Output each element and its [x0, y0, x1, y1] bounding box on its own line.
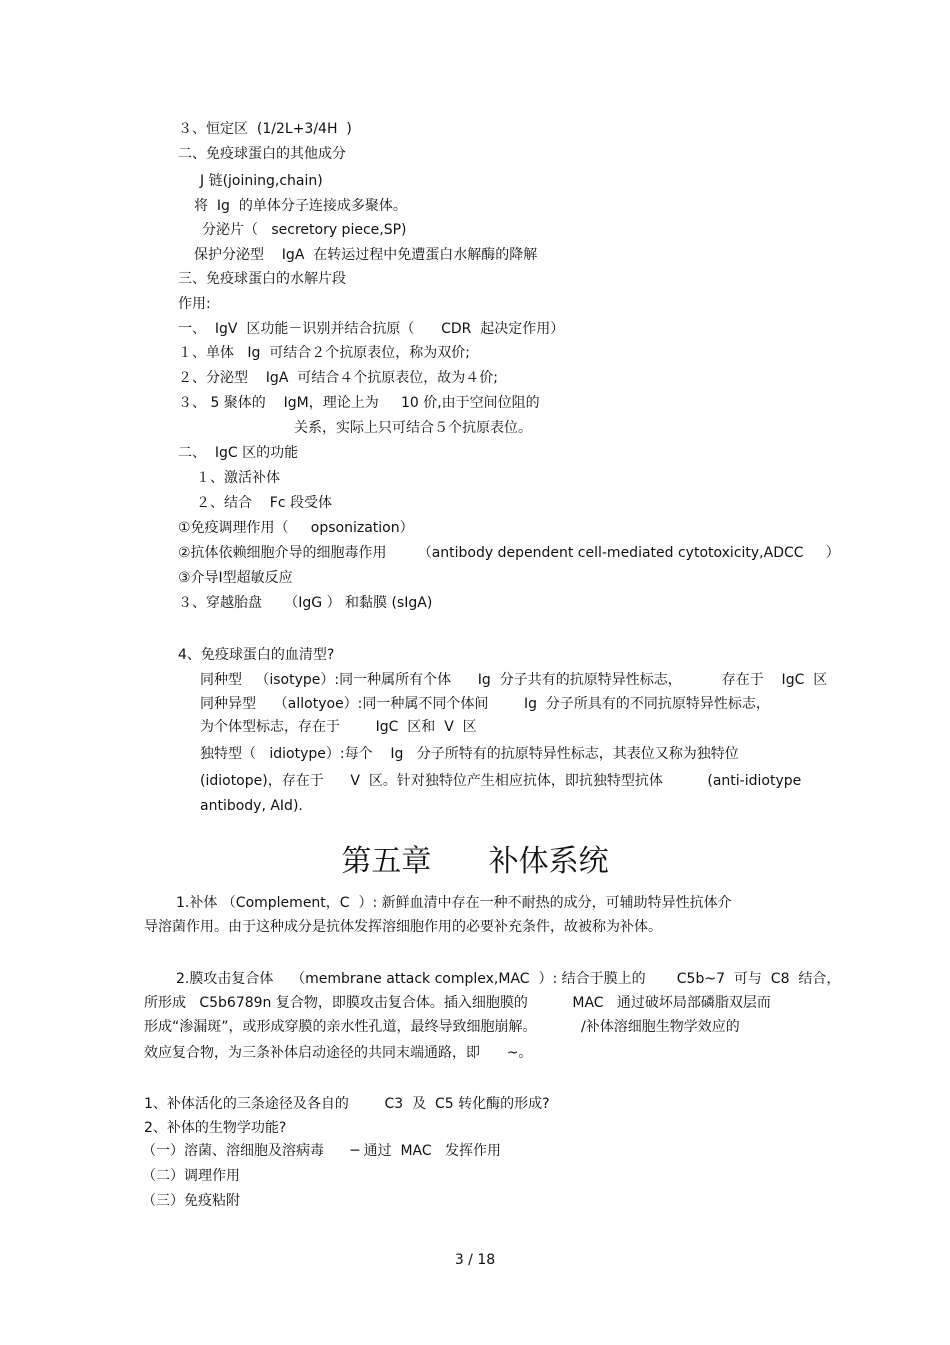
text-line: J 链(joining,chain)	[200, 173, 323, 189]
list-item: （一）溶菌、溶细胞及溶病毒 ─ 通过 MAC 发挥作用	[142, 1143, 502, 1159]
text-line: (idiotope)，存在于 V 区。针对独特位产生相应抗体，即抗独特型抗体 (anti-idiotype	[200, 773, 802, 789]
text-line: 将 Ig 的单体分子连接成多聚体。	[194, 198, 407, 214]
text-line: 形成“渗漏斑”，或形成穿膜的亲水性孔道，最终导致细胞崩解。 /补体溶细胞生物学效应的	[144, 1019, 740, 1035]
text-line: 保护分泌型 IgA 在转运过程中免遭蛋白水解酶的降解	[194, 247, 538, 263]
text-line: 效应复合物，为三条补体启动途径的共同末端通路，即 ~。	[144, 1045, 533, 1061]
section-heading: 二、免疫球蛋白的其他成分	[178, 146, 346, 162]
text-line: 分泌片（ secretory piece,SP)	[202, 222, 407, 238]
text-line: ②抗体依赖细胞介导的细胞毒作用 （antibody dependent cell-mediated cytotoxicity,ADCC ）	[178, 545, 840, 561]
text-line: 关系，实际上只可结合５个抗原表位。	[294, 420, 532, 436]
page-number: 3 / 18	[454, 1252, 496, 1268]
text-line: 同种型 （isotype）:同一种属所有个体 Ig 分子共有的抗原特异性标志， 存在于 IgC 区	[200, 672, 828, 688]
text-line: 1.补体 （Complement，C ）: 新鲜血清中存在一种不耐热的成分，可辅助特异性抗体介	[176, 895, 732, 911]
text-line: １、激活补体	[196, 470, 280, 486]
text-line: 2.膜攻击复合体 （membrane attack complex,MAC ）: 结合于膜上的 C5b~7 可与 C8 结合，	[176, 971, 841, 987]
text-line: ③介导Ⅰ型超敏反应	[178, 570, 293, 586]
text-line: １、单体 Ig 可结合２个抗原表位，称为双价;	[178, 345, 470, 361]
chapter-title: 第五章 补体系统	[341, 844, 609, 879]
text-line: ２、结合 Fc 段受体	[196, 495, 333, 511]
question-line: 1、补体活化的三条途径及各自的 C3 及 C5 转化酶的形成?	[144, 1096, 550, 1112]
text-line: antibody, AId).	[200, 798, 303, 814]
text-line: ３、 5 聚体的 IgM，理论上为 10 价,由于空间位阻的	[178, 395, 540, 411]
text-line: 一、 IgV 区功能－识别并结合抗原（ CDR 起决定作用）	[178, 321, 565, 337]
list-item: （二）调理作用	[142, 1168, 240, 1184]
text-line: 所形成 C5b6789n 复合物，即膜攻击复合体。插入细胞膜的 MAC 通过破坏局部磷脂双层而	[144, 995, 771, 1011]
question-line: 2、补体的生物学功能?	[144, 1120, 287, 1136]
text-line: ①免疫调理作用（ opsonization）	[178, 520, 414, 536]
text-line: 同种异型 （allotyoe）:同一种属不同个体间 Ig 分子所具有的不同抗原特异性标志，	[200, 696, 770, 712]
section-heading: 三、免疫球蛋白的水解片段	[178, 271, 346, 287]
list-item: （三）免疫粘附	[142, 1193, 240, 1209]
text-line: ３、恒定区 (1/2L+3/4H )	[178, 121, 352, 137]
section-heading: 二、 IgC 区的功能	[178, 445, 299, 461]
text-line: 作用:	[178, 296, 211, 312]
text-line: ３、穿越胎盘 （IgG ） 和黏膜 (sIgA)	[178, 595, 433, 611]
section-heading: 4、免疫球蛋白的血清型?	[178, 647, 335, 663]
text-line: 为个体型标志，存在于 IgC 区和 V 区	[200, 719, 477, 735]
text-line: 独特型（ idiotype）:每个 Ig 分子所特有的抗原特异性标志，其表位又称为独特位	[200, 746, 739, 762]
text-line: ２、分泌型 IgA 可结合４个抗原表位，故为４价;	[178, 370, 499, 386]
text-line: 导溶菌作用。由于这种成分是抗体发挥溶细胞作用的必要补充条件，故被称为补体。	[144, 919, 662, 935]
